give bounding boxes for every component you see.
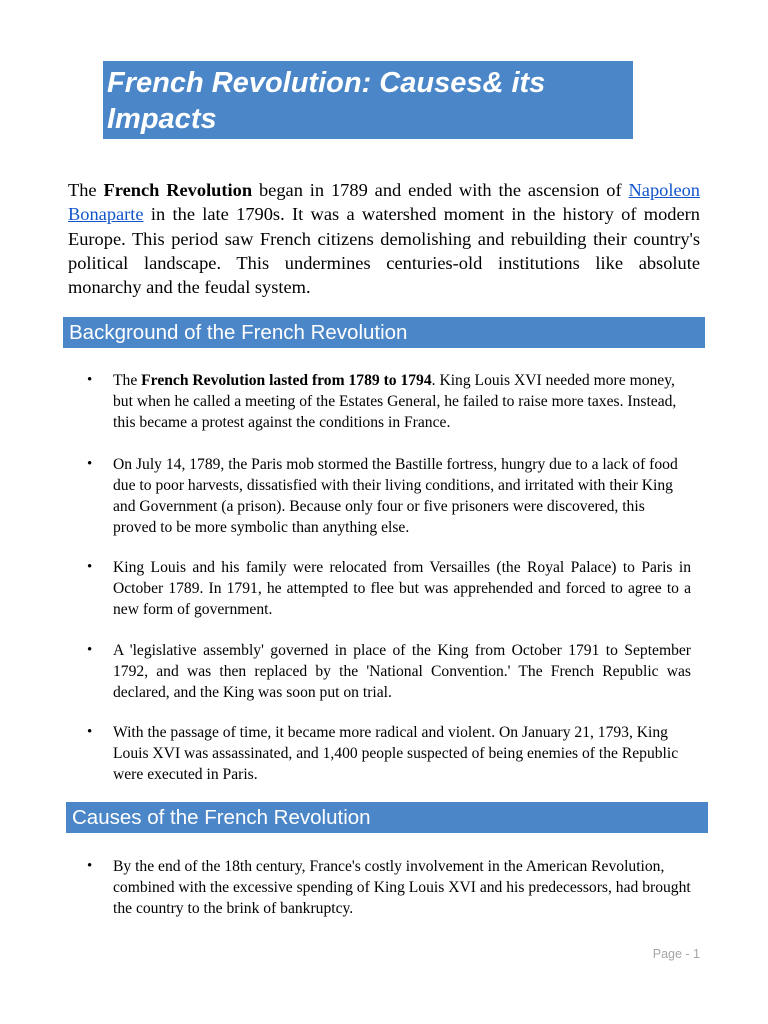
- bullet-text: A 'legislative assembly' governed in place of the King from October 1791 to September 1792, and was then replaced by the 'National Convention.' The French Republic was declared, and the King was soon put on trial.: [113, 642, 691, 701]
- list-item: [87, 722, 691, 785]
- intro-text-1: The: [68, 180, 104, 200]
- section-heading-causes: Causes of the French Revolution: [66, 802, 708, 833]
- list-item: [87, 370, 691, 433]
- bullet-text: [113, 372, 676, 431]
- list-item: [87, 557, 691, 620]
- bullet-text: On July 14, 1789, the Paris mob stormed the Bastille fortress, hungry due to a lack of food due to poor harvests, dissatisfied with their living conditions, and irritated with their King and Government (a prison). Because only four or five prisoners were discovered, this proved to be more symbolic than anything else.: [113, 456, 678, 536]
- list-item: [87, 856, 691, 919]
- bullet-text: King Louis and his family were relocated from Versailles (the Royal Palace) to Paris in October 1789. In 1791, he attempted to flee but was apprehended and forced to agree to a new form of government.: [113, 559, 691, 618]
- bullet-marker: •: [87, 456, 93, 472]
- bullet-text-bold: French Revolution lasted from 1789 to 1794: [141, 372, 432, 389]
- napoleon-bonaparte-link[interactable]: Napoleon Bonaparte: [68, 180, 700, 225]
- intro-text-3: in the late 1790s. It was a watershed moment in the history of modern Europe. This period saw French citizens demolishing and rebuilding their country's political landscape. This undermines centuries-old institutions like absolute monarchy and the feudal system.: [68, 204, 700, 298]
- bullet-marker: •: [87, 372, 93, 388]
- bullet-marker: •: [87, 559, 93, 575]
- bullet-text-pre: The: [113, 372, 142, 389]
- list-item: [87, 640, 691, 703]
- bullet-text: With the passage of time, it became more radical and violent. On January 21, 1793, King Louis XVI was assassinated, and 1,400 people suspected of being enemies of the Republic were executed in Paris.: [113, 724, 679, 783]
- document-title: French Revolution: Causes& its Impacts: [103, 61, 633, 139]
- section-heading-background: Background of the French Revolution: [63, 317, 705, 348]
- bullet-marker: •: [87, 724, 93, 740]
- bullet-marker: •: [87, 858, 93, 874]
- intro-text-2: began in 1789 and ended with the ascension of: [252, 180, 629, 200]
- page-number: Page - 1: [652, 947, 700, 961]
- list-item: [87, 454, 691, 538]
- bullet-text: By the end of the 18th century, France's costly involvement in the American Revolution, combined with the excessive spending of King Louis XVI and his predecessors, had brought the country to the brink of bankruptcy.: [113, 858, 691, 917]
- bullet-marker: •: [87, 642, 93, 658]
- intro-paragraph: [68, 178, 700, 299]
- bullet-text-post: . King Louis XVI needed more money, but when he called a meeting of the Estates General, he failed to raise more taxes. Instead, this became a protest against the conditions in France.: [113, 372, 677, 431]
- intro-bold-term: French Revolution: [103, 180, 253, 200]
